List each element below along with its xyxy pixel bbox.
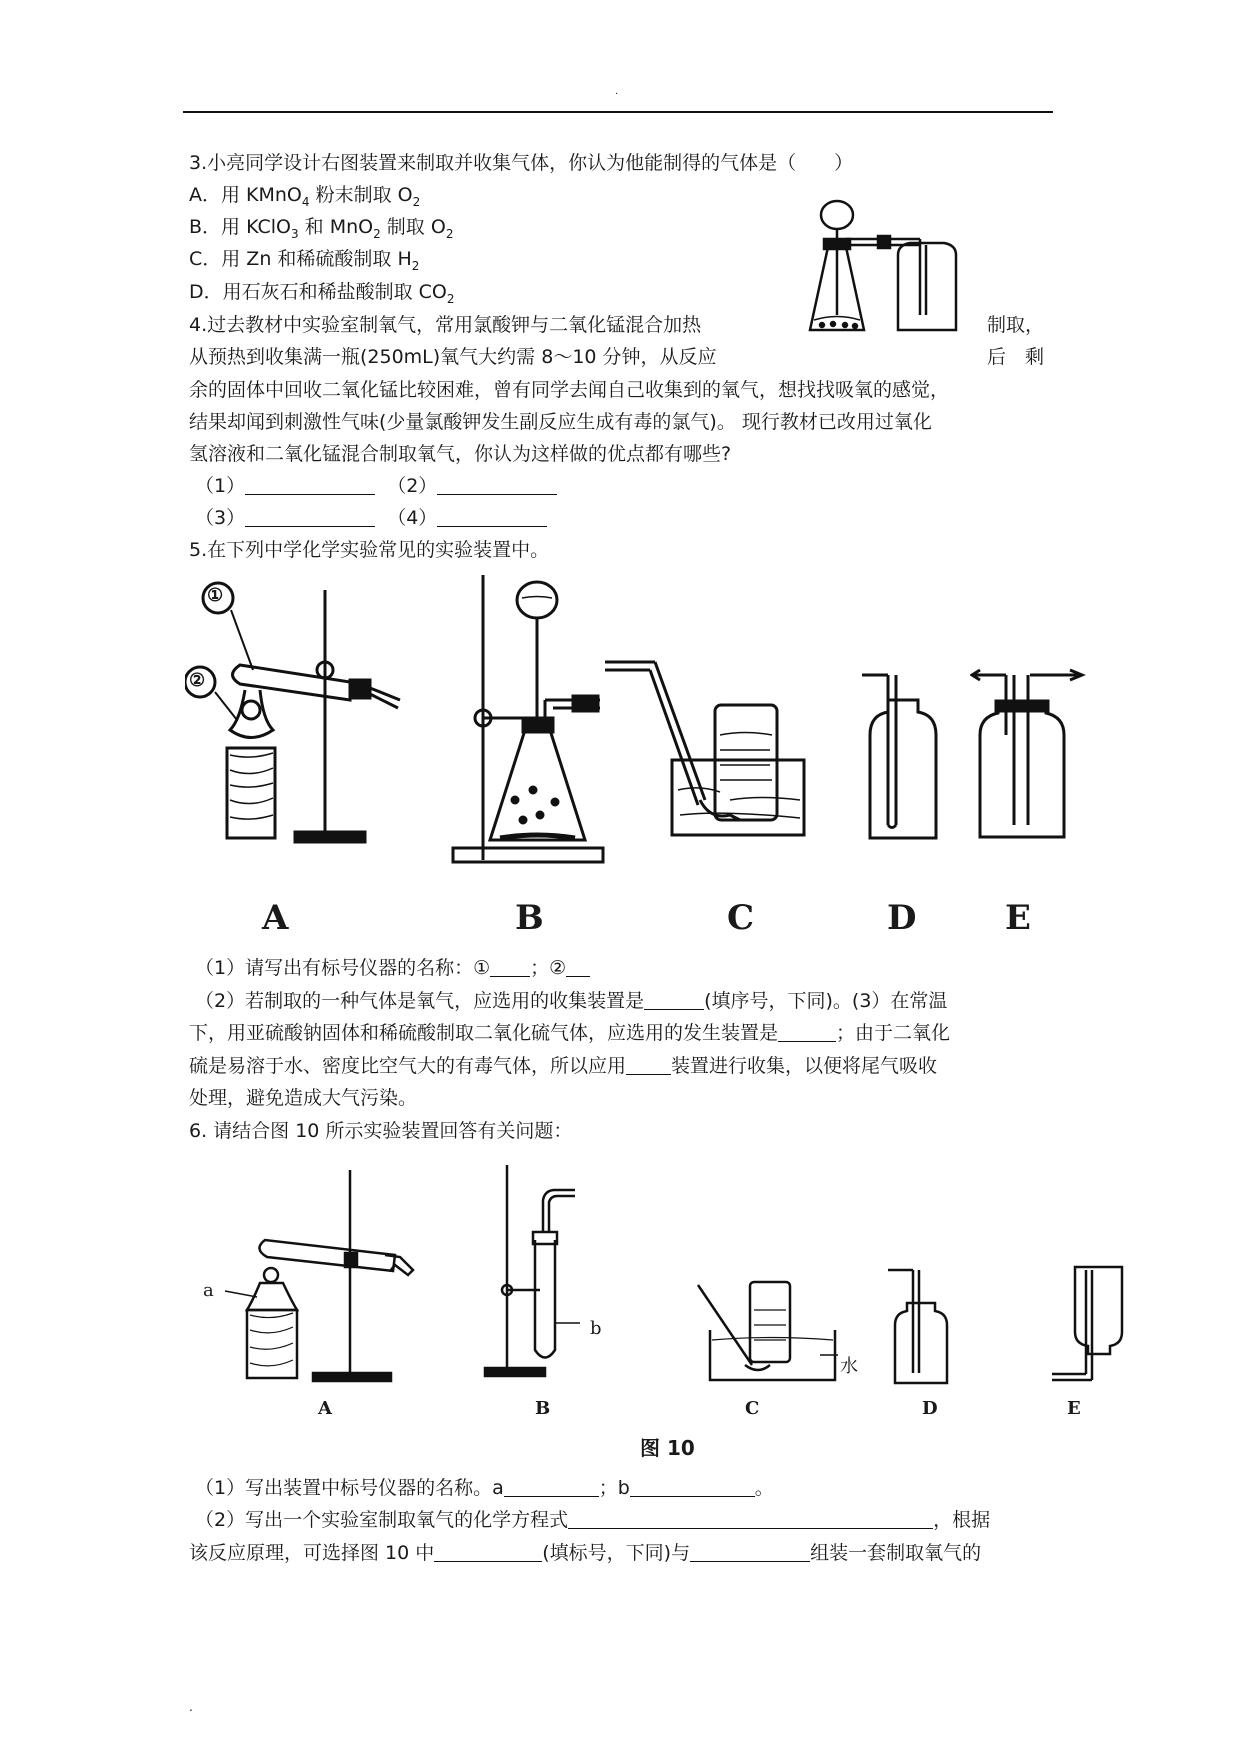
q5-blank-4[interactable] — [778, 1021, 836, 1042]
q4-blank-1[interactable] — [245, 474, 375, 495]
q5-apparatus-c — [600, 650, 820, 855]
q4-line2-right: 后 剩 — [987, 346, 1045, 368]
q6-blank-gen[interactable] — [434, 1541, 542, 1562]
q6-label-e: E — [1067, 1398, 1081, 1419]
q6-mark-a: a — [203, 1280, 214, 1301]
q5-apparatus-a — [185, 570, 410, 850]
q6-mark-b: b — [590, 1318, 602, 1339]
q6-blank-a[interactable] — [504, 1476, 599, 1497]
q6-apparatus-d — [885, 1265, 965, 1390]
q6-part-2-line2: 该反应原理，可选择图 10 中 (填标号，下同)与 组装一套制取氧气的 — [189, 1542, 982, 1564]
q5-label-e: E — [1005, 898, 1031, 938]
q5-apparatus-e — [970, 665, 1090, 845]
q6-blank-equation[interactable] — [568, 1508, 933, 1529]
q5-blank-2[interactable] — [566, 956, 590, 977]
q3-option-d: D．用石灰石和稀盐酸制取 $CO_2$ — [189, 281, 455, 306]
q5-part-2-line2: 下，用亚硫酸钠固体和稀硫酸制取二氧化硫气体，应选用的发生装置是 ；由于二氧化 — [189, 1022, 951, 1044]
q4-answers-row2: （3） （4） — [195, 505, 547, 531]
q6-figure-caption: 图 10 — [640, 1436, 695, 1460]
q3-apparatus-figure — [800, 195, 970, 340]
q6-part-1: （1）写出装置中标号仪器的名称。a ；b 。 — [195, 1477, 774, 1499]
header-mark: . — [615, 86, 619, 97]
q6-label-d: D — [922, 1398, 938, 1419]
q5-blank-5[interactable] — [626, 1054, 671, 1075]
q6-apparatus-c — [690, 1280, 850, 1390]
q6-apparatus-a — [205, 1165, 435, 1390]
q4-blank-2[interactable] — [437, 474, 557, 495]
footer-mark: . — [189, 1700, 193, 1714]
header-rule — [183, 111, 1053, 113]
q6-label-a: A — [318, 1398, 332, 1419]
q4-blank-3[interactable] — [245, 506, 375, 527]
q5-label-d: D — [887, 898, 917, 938]
q6-label-c: C — [745, 1398, 760, 1419]
q5-apparatus-b — [445, 570, 615, 870]
q4-blank-4[interactable] — [437, 506, 547, 527]
q4-line3: 余的固体中回收二氧化锰比较困难，曾有同学去闻自己收集到的氧气，想找找吸氧的感觉， — [189, 379, 950, 401]
q3-option-b: B．用 KClO$_3$ 和 MnO$_2$ 制取 $O_2$ — [189, 216, 454, 241]
q5-mark-2: ② — [189, 670, 206, 691]
q5-apparatus-d — [860, 670, 950, 845]
q6-apparatus-b — [475, 1160, 585, 1385]
q4-line1-right: 制取， — [987, 314, 1045, 336]
q4-line4: 结果却闻到刺激性气味(少量氯酸钾发生副反应生成有毒的氯气)。 现行教材已改用过氧化 — [189, 411, 932, 433]
q5-part-2-line1: （2）若制取的一种气体是氧气，应选用的收集装置是 (填序号，下同)。(3）在常温 — [195, 990, 948, 1012]
q5-blank-1[interactable] — [490, 956, 530, 977]
q6-blank-b[interactable] — [630, 1476, 755, 1497]
q6-water-label: 水 — [840, 1356, 858, 1377]
q5-blank-3[interactable] — [644, 989, 704, 1010]
q4-line1-left: 4.过去教材中实验室制氧气，常用氯酸钾与二氧化锰混合加热 — [189, 314, 702, 336]
q6-blank-col[interactable] — [690, 1541, 810, 1562]
q5-label-a: A — [262, 898, 289, 938]
q4-line2-left: 从预热到收集满一瓶(250mL)氧气大约需 8～10 分钟，从反应 — [189, 346, 717, 368]
q6-apparatus-e — [1050, 1262, 1125, 1392]
q5-part-1: （1）请写出有标号仪器的名称：① ；② — [195, 955, 590, 981]
q5-mark-1: ① — [207, 585, 224, 606]
q4-line5: 氢溶液和二氧化锰混合制取氧气，你认为这样做的优点都有哪些? — [189, 443, 732, 465]
q6-stem: 6. 请结合图 10 所示实验装置回答有关问题： — [189, 1120, 573, 1142]
q6-part-2-line1: （2）写出一个实验室制取氧气的化学方程式 ，根据 — [195, 1509, 991, 1531]
q3-option-c: C．用 Zn 和稀硫酸制取 $H_2$ — [189, 248, 420, 273]
q6-label-b: B — [535, 1398, 551, 1419]
q5-stem: 5.在下列中学化学实验常见的实验装置中。 — [189, 539, 550, 561]
q4-answers-row1: （1） （2） — [195, 473, 557, 499]
q5-part-2-line4: 处理，避免造成大气污染。 — [189, 1087, 418, 1109]
q5-part-2-line3: 硫是易溶于水、密度比空气大的有毒气体，所以应用 装置进行收集，以便将尾气吸收 — [189, 1055, 938, 1077]
q3-option-a: A．用 KMnO$_4$ 粉末制取 $O_2$ — [189, 184, 421, 209]
q5-label-b: B — [515, 898, 544, 938]
q3-stem: 3.小亮同学设计右图装置来制取并收集气体，你认为他能制得的气体是（ ） — [189, 152, 854, 174]
q5-label-c: C — [727, 898, 755, 938]
